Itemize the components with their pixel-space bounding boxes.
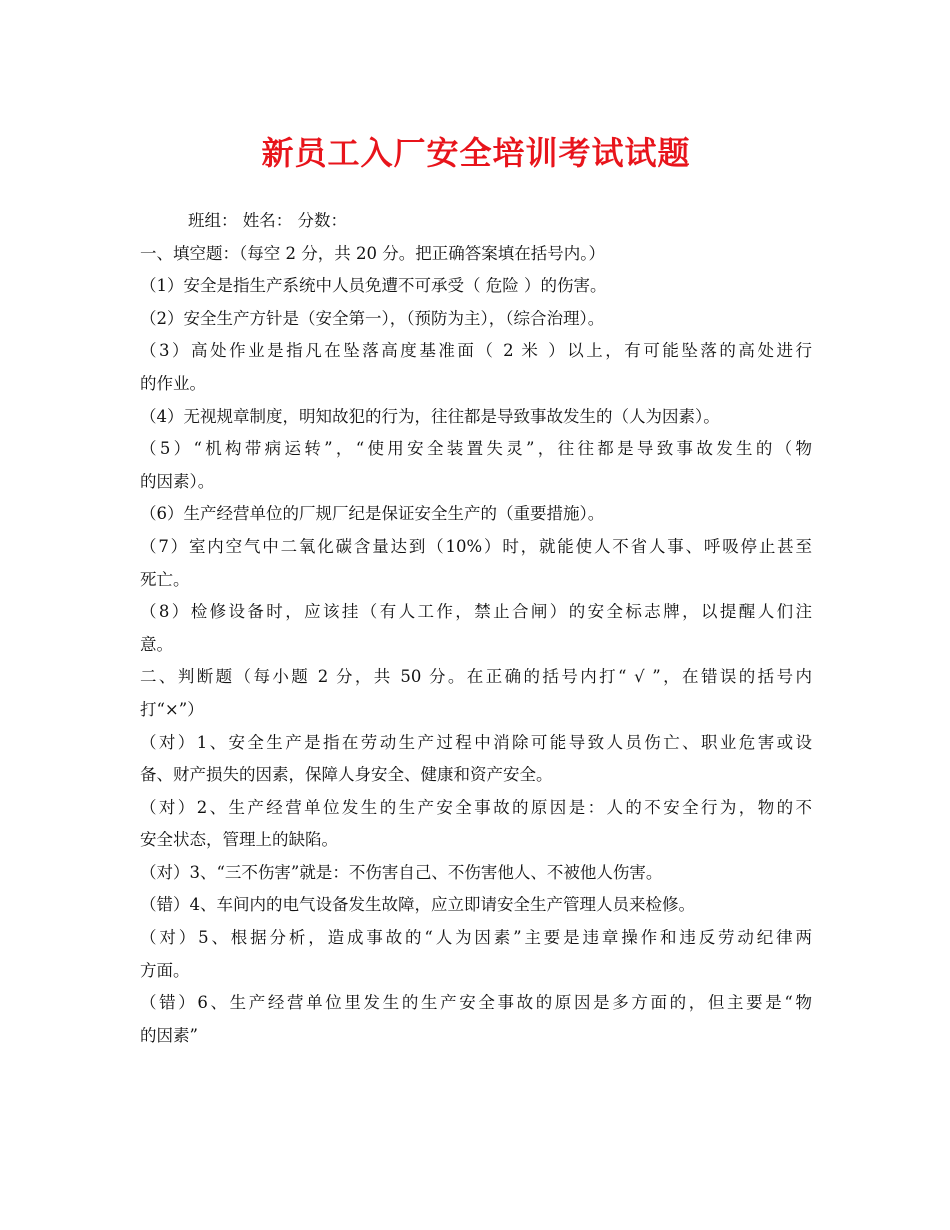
question-line-continued: 的作业。 xyxy=(140,373,206,393)
question-line-continued: 意。 xyxy=(140,634,173,654)
question-line: （7）室内空气中二氧化碳含量达到（10%）时，就能使人不省人事、呼吸停止甚至 xyxy=(140,536,812,556)
judgement-line-continued: 方面。 xyxy=(140,960,190,980)
judgement-line: （对）3、“三不伤害”就是：不伤害自己、不伤害他人、不被他人伤害。 xyxy=(140,862,663,882)
header-fields-line: 班组： 姓名： 分数： xyxy=(188,211,347,230)
question-line: （4）无视规章制度，明知故犯的行为，往往都是导致事故发生的（人为因素）。 xyxy=(140,406,720,426)
judgement-line-continued: 的因素” xyxy=(140,1025,198,1045)
judgement-line: （错）4、车间内的电气设备发生故障，应立即请安全生产管理人员来检修。 xyxy=(140,895,695,915)
question-line: （5）“机构带病运转”，“使用安全装置失灵”，往往都是导致事故发生的（物 xyxy=(140,439,812,459)
document-title: 新员工入厂安全培训考试试题 xyxy=(261,134,691,172)
judgement-line-continued: 备、财产损失的因素，保障人身安全、健康和资产安全。 xyxy=(140,765,553,785)
judgement-line-continued: 安全状态，管理上的缺陷。 xyxy=(140,830,338,850)
judgement-line: （错）6、生产经营单位里发生的生产安全事故的原因是多方面的，但主要是“物 xyxy=(140,993,812,1013)
judgement-line: （对）1、安全生产是指在劳动生产过程中消除可能导致人员伤亡、职业危害或设 xyxy=(140,732,812,752)
question-line: （3）高处作业是指凡在坠落高度基准面（ 2 米 ）以上，有可能坠落的高处进行 xyxy=(140,341,812,361)
question-line: （8）检修设备时，应该挂（有人工作，禁止合闸）的安全标志牌，以提醒人们注 xyxy=(140,602,812,622)
section-heading-fill-in: 一、填空题：（每空 2 分，共 20 分。把正确答案填在括号内。） xyxy=(140,243,605,263)
question-line: （2）安全生产方针是（安全第一），（预防为主），（综合治理）。 xyxy=(140,308,605,328)
question-line-continued: 死亡。 xyxy=(140,569,190,589)
judgement-line: （对）2、生产经营单位发生的生产安全事故的原因是：人的不安全行为，物的不 xyxy=(140,797,812,817)
question-line: （6）生产经营单位的厂规厂纪是保证安全生产的（重要措施）。 xyxy=(140,504,605,524)
section-heading-continued: 打“×”） xyxy=(140,699,204,719)
section-heading-true-false: 二、判断题（每小题 2 分，共 50 分。在正确的括号内打“ √ ”，在错误的括号内 xyxy=(140,667,812,687)
judgement-line: （对）5、根据分析，造成事故的“人为因素”主要是违章操作和违反劳动纪律两 xyxy=(140,928,812,948)
document-body xyxy=(140,205,812,1052)
question-line: （1）安全是指生产系统中人员免遭不可承受（ 危险 ）的伤害。 xyxy=(140,276,607,296)
question-line-continued: 的因素）。 xyxy=(140,471,215,491)
